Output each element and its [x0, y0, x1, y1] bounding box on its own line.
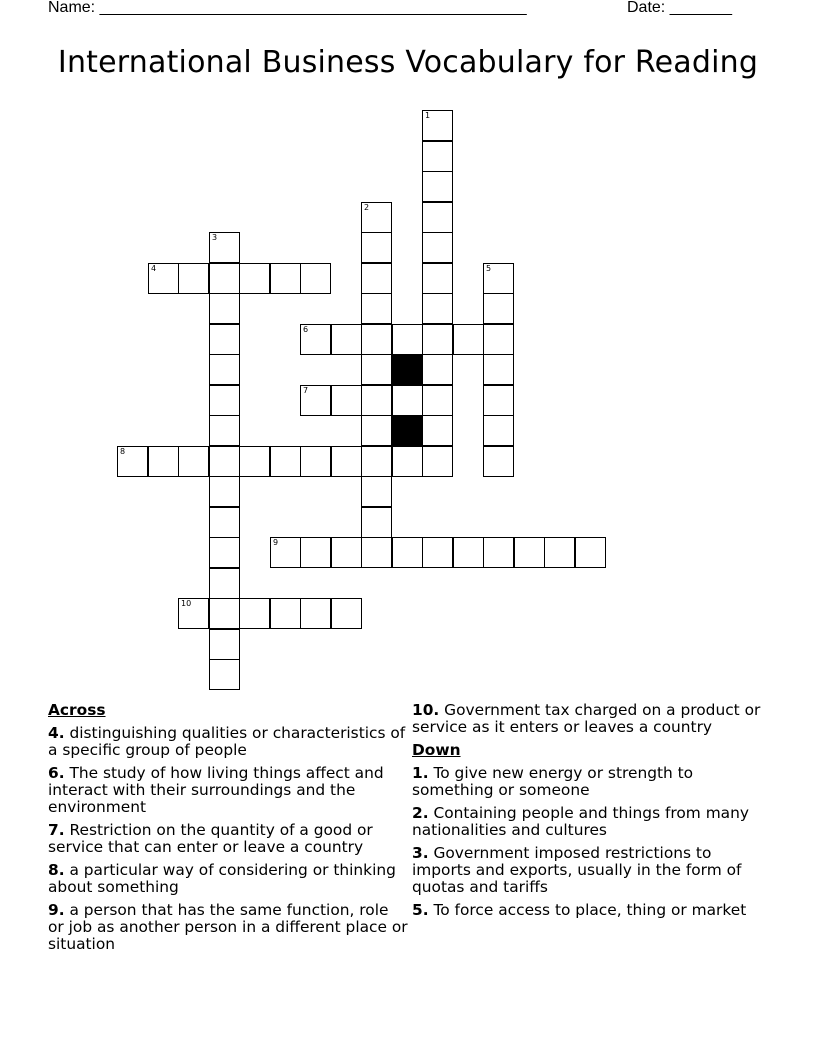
crossword-cell[interactable]	[300, 537, 331, 568]
clue-column-right	[412, 702, 768, 925]
clue-number: 2.	[412, 804, 429, 822]
crossword-cell[interactable]	[209, 598, 240, 629]
clue-down-5	[412, 902, 768, 919]
clue-down-2	[412, 805, 768, 839]
date-field-label: Date: _______	[627, 0, 732, 16]
crossword-cell[interactable]	[422, 415, 453, 446]
crossword-cell[interactable]	[209, 324, 240, 355]
clue-text: The study of how living things affect and interact with their surroundings and the environment	[48, 764, 384, 816]
crossword-cell[interactable]	[483, 293, 514, 324]
crossword-cell[interactable]	[270, 446, 301, 477]
crossword-cell[interactable]	[178, 598, 209, 629]
crossword-cell[interactable]	[483, 537, 514, 568]
crossword-cell[interactable]	[392, 324, 423, 355]
crossword-cell[interactable]	[422, 110, 453, 141]
crossword-cell[interactable]	[148, 263, 179, 294]
crossword-cell[interactable]	[300, 446, 331, 477]
crossword-cell[interactable]	[209, 476, 240, 507]
clue-text: Containing people and things from many nationalities and cultures	[412, 804, 749, 839]
crossword-cell[interactable]	[361, 263, 392, 294]
crossword-cell[interactable]	[361, 476, 392, 507]
clue-number: 8.	[48, 861, 65, 879]
crossword-cell[interactable]	[544, 537, 575, 568]
clue-text: Government imposed restrictions to imports and exports, usually in the form of quotas and tariffs	[412, 844, 742, 896]
crossword-cell[interactable]	[483, 385, 514, 416]
crossword-cell[interactable]	[178, 446, 209, 477]
crossword-cell[interactable]	[209, 415, 240, 446]
crossword-cell[interactable]	[422, 537, 453, 568]
across-heading: Across	[48, 701, 106, 719]
crossword-black-cell	[392, 415, 423, 446]
crossword-cell[interactable]	[209, 537, 240, 568]
crossword-cell[interactable]	[300, 385, 331, 416]
crossword-cell[interactable]	[331, 537, 362, 568]
crossword-cell[interactable]	[331, 385, 362, 416]
clue-text: distinguishing qualities or characteristics of a specific group of people	[48, 724, 406, 759]
crossword-cell[interactable]	[422, 171, 453, 202]
clue-down-1	[412, 765, 768, 799]
clue-number-label: 3	[212, 233, 218, 242]
crossword-cell[interactable]	[209, 446, 240, 477]
clue-column-left	[48, 702, 408, 959]
crossword-cell[interactable]	[209, 385, 240, 416]
crossword-cell[interactable]	[361, 537, 392, 568]
clue-number: 5.	[412, 901, 429, 919]
crossword-cell[interactable]	[483, 415, 514, 446]
crossword-cell[interactable]	[361, 446, 392, 477]
clue-across-8	[48, 862, 408, 896]
crossword-cell[interactable]	[422, 293, 453, 324]
name-field-label: Name: ________________________________________________	[48, 0, 527, 16]
crossword-cell[interactable]	[422, 446, 453, 477]
crossword-cell[interactable]	[209, 629, 240, 660]
crossword-cell[interactable]	[453, 324, 484, 355]
clue-text: Government tax charged on a product or service as it enters or leaves a country	[412, 701, 761, 736]
crossword-cell[interactable]	[422, 385, 453, 416]
crossword-cell[interactable]	[209, 263, 240, 294]
crossword-cell[interactable]	[392, 537, 423, 568]
crossword-cell[interactable]	[209, 659, 240, 690]
crossword-cell[interactable]	[422, 232, 453, 263]
crossword-cell[interactable]	[422, 354, 453, 385]
crossword-cell[interactable]	[209, 568, 240, 599]
clue-across-4	[48, 725, 408, 759]
clue-across-6	[48, 765, 408, 816]
crossword-cell[interactable]	[392, 385, 423, 416]
crossword-cell[interactable]	[483, 263, 514, 294]
clue-number: 9.	[48, 901, 65, 919]
crossword-cell[interactable]	[422, 141, 453, 172]
clue-number: 6.	[48, 764, 65, 782]
clue-across-9	[48, 902, 408, 953]
clue-number: 4.	[48, 724, 65, 742]
clue-number-label: 6	[303, 325, 309, 334]
crossword-cell[interactable]	[239, 446, 270, 477]
crossword-cell[interactable]	[361, 507, 392, 538]
crossword-cell[interactable]	[331, 446, 362, 477]
crossword-cell[interactable]	[361, 324, 392, 355]
crossword-cell[interactable]	[178, 263, 209, 294]
clue-number-label: 2	[364, 203, 370, 212]
crossword-cell[interactable]	[483, 324, 514, 355]
crossword-cell[interactable]	[270, 598, 301, 629]
crossword-cell[interactable]	[300, 263, 331, 294]
clue-across-10	[412, 702, 768, 736]
down-heading: Down	[412, 741, 461, 759]
crossword-cell[interactable]	[361, 202, 392, 233]
crossword-cell[interactable]	[209, 293, 240, 324]
crossword-cell[interactable]	[209, 354, 240, 385]
crossword-cell[interactable]	[361, 232, 392, 263]
clue-number: 3.	[412, 844, 429, 862]
crossword-cell[interactable]	[300, 598, 331, 629]
crossword-cell[interactable]	[239, 263, 270, 294]
clue-number: 7.	[48, 821, 65, 839]
crossword-cell[interactable]	[575, 537, 606, 568]
clue-number-label: 4	[151, 264, 157, 273]
crossword-cell[interactable]	[422, 324, 453, 355]
clue-across-7	[48, 822, 408, 856]
clue-number-label: 5	[486, 264, 492, 273]
clue-number-label: 8	[120, 447, 126, 456]
crossword-cell[interactable]	[514, 537, 545, 568]
crossword-cell[interactable]	[270, 537, 301, 568]
crossword-cell[interactable]	[361, 415, 392, 446]
clue-number: 1.	[412, 764, 429, 782]
clue-text: a particular way of considering or thinking about something	[48, 861, 396, 896]
crossword-cell[interactable]	[422, 202, 453, 233]
page-title: International Business Vocabulary for Reading	[57, 45, 759, 80]
crossword-cell[interactable]	[117, 446, 148, 477]
crossword-cell[interactable]	[483, 446, 514, 477]
crossword-cell[interactable]	[453, 537, 484, 568]
clue-text: To force access to place, thing or market	[433, 901, 747, 919]
crossword-cell[interactable]	[361, 354, 392, 385]
crossword-cell[interactable]	[361, 293, 392, 324]
clue-text: a person that has the same function, role or job as another person in a different place or situation	[48, 901, 408, 953]
crossword-cell[interactable]	[239, 598, 270, 629]
crossword-cell[interactable]	[483, 354, 514, 385]
crossword-black-cell	[392, 354, 423, 385]
crossword-cell[interactable]	[361, 385, 392, 416]
clue-number-label: 1	[425, 111, 431, 120]
crossword-cell[interactable]	[331, 324, 362, 355]
crossword-cell[interactable]	[331, 598, 362, 629]
crossword-cell[interactable]	[209, 232, 240, 263]
crossword-cell[interactable]	[392, 446, 423, 477]
clue-text: To give new energy or strength to something or someone	[412, 764, 694, 799]
clue-down-3	[412, 845, 768, 896]
crossword-cell[interactable]	[300, 324, 331, 355]
crossword-cell[interactable]	[270, 263, 301, 294]
crossword-cell[interactable]	[422, 263, 453, 294]
clue-number-label: 7	[303, 386, 309, 395]
crossword-cell[interactable]	[148, 446, 179, 477]
clue-number-label: 9	[273, 538, 279, 547]
clue-number-label: 10	[181, 599, 192, 608]
crossword-cell[interactable]	[209, 507, 240, 538]
clue-number: 10.	[412, 701, 440, 719]
clue-text: Restriction on the quantity of a good or service that can enter or leave a country	[48, 821, 373, 856]
